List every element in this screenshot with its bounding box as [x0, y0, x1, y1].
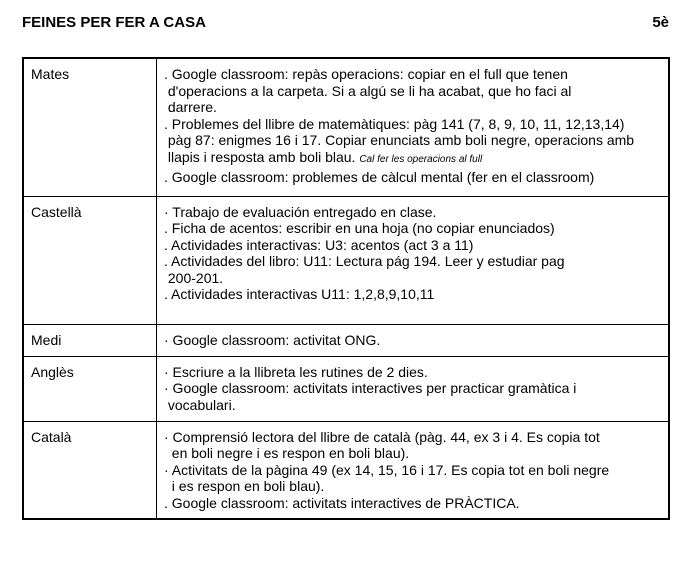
homework-table	[22, 57, 670, 520]
task-line	[164, 445, 662, 462]
task-item	[164, 380, 662, 413]
task-text: . Google classroom: repàs operacions: copiar en el full que tenen	[164, 66, 568, 82]
task-text: . Google classroom: activitats interactives de PRÀCTICA.	[164, 494, 520, 511]
task-text: i es respon en boli blau).	[164, 478, 325, 495]
task-text: · Google classroom: activitats interactives per practicar gramàtica i	[164, 380, 577, 397]
task-text: d'operacions a la carpeta. Si a algú se li ha acabat, que ho faci al	[164, 82, 572, 99]
task-text: vocabulari.	[164, 396, 236, 413]
task-text: . Ficha de acentos: escribir en una hoja (no copiar enunciados)	[164, 220, 555, 237]
task-text: en boli negre i es respon en boli blau).	[164, 445, 410, 462]
subject-cell: Castellà	[23, 196, 157, 324]
task-item	[164, 116, 662, 169]
table-row	[23, 196, 669, 324]
table-row	[23, 356, 669, 421]
task-item	[164, 364, 662, 381]
task-line	[164, 286, 662, 303]
task-text: · Activitats de la pàgina 49 (ex 14, 15, 16 i 17. Es copia tot en boli negre	[164, 461, 610, 478]
task-text: . Actividades interactivas U11: 1,2,8,9,10,11	[164, 286, 435, 303]
task-line	[164, 132, 662, 149]
task-line	[164, 204, 662, 221]
table-row	[23, 421, 669, 519]
table-row	[23, 324, 669, 356]
task-line	[164, 149, 662, 169]
task-text: · Trabajo de evaluación entregado en clase.	[164, 203, 437, 220]
tasks-cell	[157, 324, 670, 356]
task-text: · Comprensió lectora del llibre de català (pàg. 44, ex 3 i 4. Es copia tot	[164, 428, 600, 445]
subject-cell: Medi	[23, 324, 157, 356]
task-item	[164, 169, 662, 186]
task-item	[164, 220, 662, 237]
task-line	[164, 66, 662, 83]
task-item	[164, 429, 662, 462]
task-item	[164, 462, 662, 495]
task-text: . Actividades del libro: U11: Lectura pág 194. Leer y estudiar pag	[164, 253, 565, 270]
task-line	[164, 380, 662, 397]
task-text: · Escriure a la llibreta les rutines de 2 dies.	[164, 363, 428, 380]
task-item	[164, 495, 662, 512]
task-text: llapis i resposta amb boli blau.	[164, 148, 356, 165]
task-line	[164, 237, 662, 254]
tasks-cell	[157, 58, 670, 196]
task-item	[164, 66, 662, 116]
subject-cell: Català	[23, 421, 157, 519]
task-item	[164, 332, 662, 349]
task-line	[164, 116, 662, 133]
task-item	[164, 237, 662, 254]
page-title: FEINES PER FER A CASA	[22, 14, 206, 31]
task-text: 200-201.	[164, 269, 224, 286]
tasks-cell	[157, 356, 670, 421]
task-line	[164, 99, 662, 116]
task-line	[164, 169, 662, 186]
table-row	[23, 58, 669, 196]
task-line	[164, 478, 662, 495]
task-item	[164, 286, 662, 303]
task-line	[164, 462, 662, 479]
task-text: . Problemes del llibre de matemàtiques: pàg 141 (7, 8, 9, 10, 11, 12,13,14)	[164, 115, 625, 132]
subject-cell: Mates	[23, 58, 157, 196]
task-text: · Google classroom: activitat ONG.	[164, 331, 381, 348]
grade-label: 5è	[652, 14, 669, 31]
task-line	[164, 270, 662, 287]
task-text: pàg 87: enigmes 16 i 17. Copiar enunciats amb boli negre, operacions amb	[164, 132, 635, 149]
task-line	[164, 397, 662, 414]
task-line	[164, 332, 662, 349]
subject-cell: Anglès	[23, 356, 157, 421]
task-line	[164, 253, 662, 270]
task-line	[164, 364, 662, 381]
task-text: . Actividades interactivas: U3: acentos (act 3 a 11)	[164, 236, 474, 253]
task-text: darrere.	[164, 99, 217, 116]
task-line	[164, 429, 662, 446]
task-line	[164, 495, 662, 512]
task-text: . Google classroom: problemes de càlcul mental (fer en el classroom)	[164, 168, 595, 185]
task-note: Cal fer les operacions al full	[359, 153, 483, 165]
tasks-cell	[157, 421, 670, 519]
task-line	[164, 83, 662, 100]
task-item	[164, 204, 662, 221]
tasks-cell	[157, 196, 670, 324]
task-item	[164, 253, 662, 286]
task-line	[164, 220, 662, 237]
